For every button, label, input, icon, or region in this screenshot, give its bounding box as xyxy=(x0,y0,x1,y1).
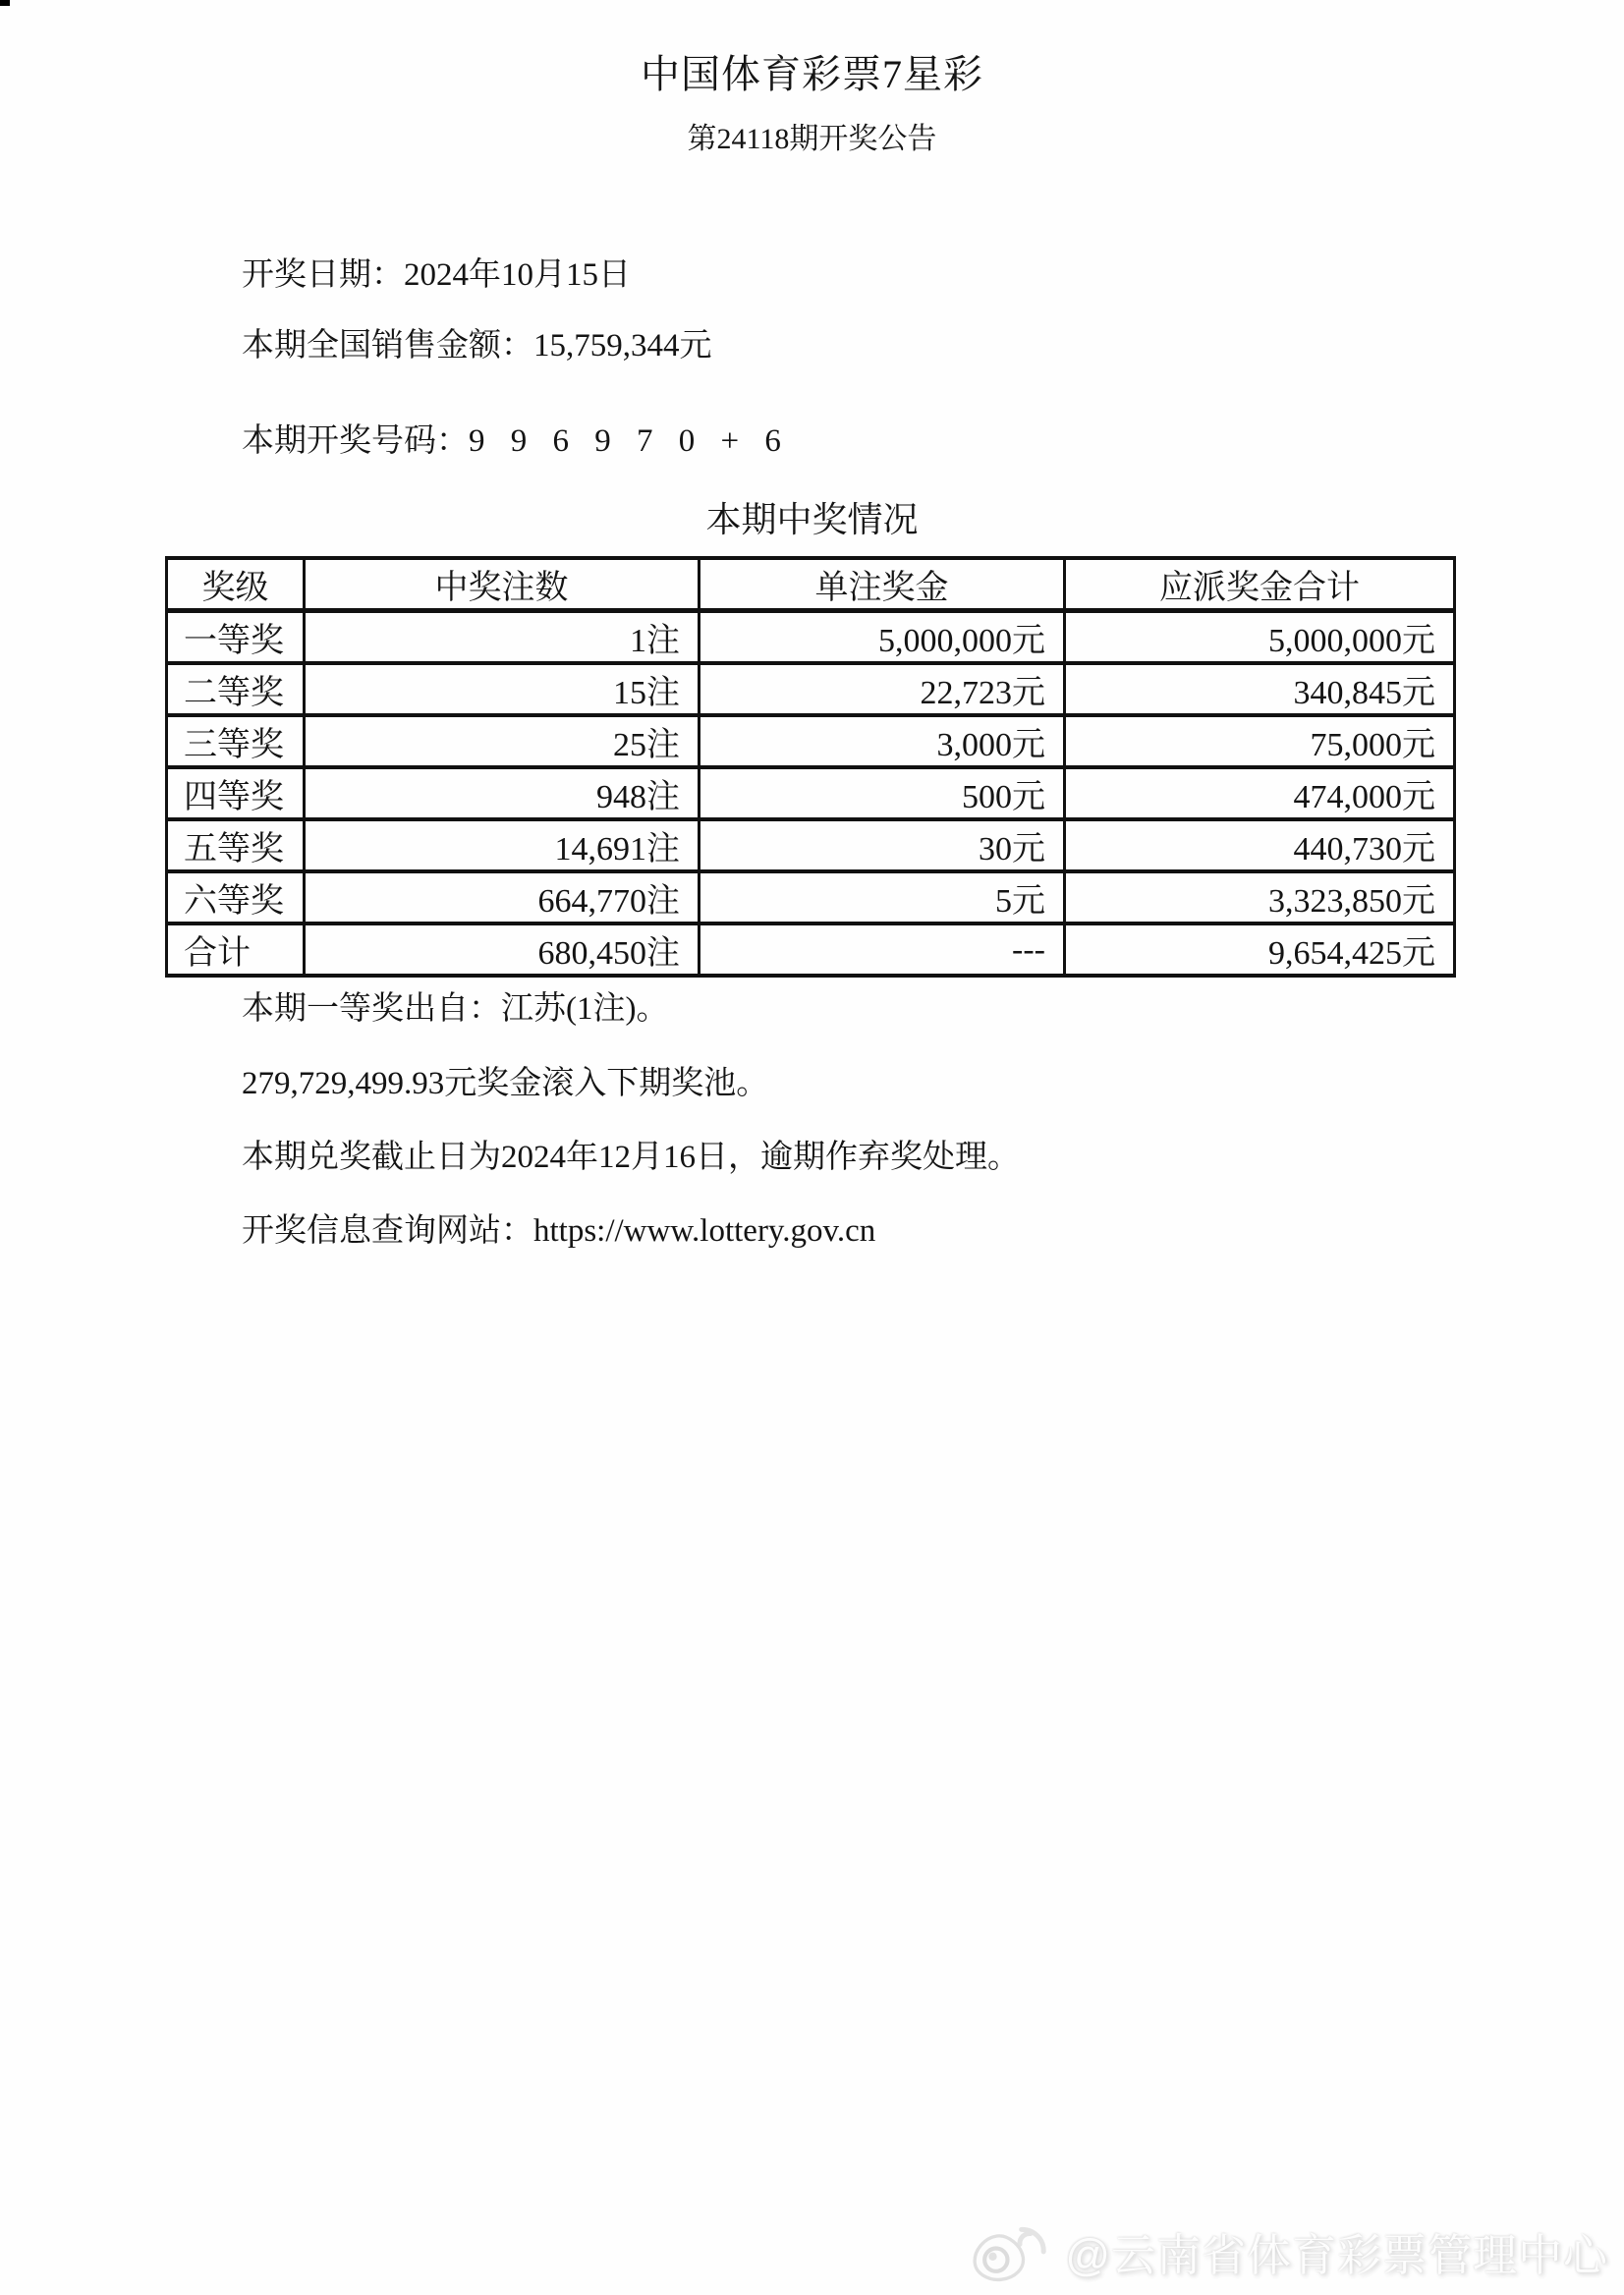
prize-row-fifth xyxy=(167,819,1455,871)
column-header-prize-level: 奖级 xyxy=(167,558,305,611)
winner-count-cell: 1注 xyxy=(305,611,700,664)
prize-row-third xyxy=(167,715,1455,767)
total-prize-cell: 9,654,425元 xyxy=(1065,924,1455,976)
note-official-website: 开奖信息查询网站：https://www.lottery.gov.cn xyxy=(242,1213,876,1249)
total-prize-cell: 3,323,850元 xyxy=(1065,871,1455,924)
prize-level-cell: 三等奖 xyxy=(167,715,305,767)
sales-amount-line: 本期全国销售金额：15,759,344元 xyxy=(242,328,712,364)
winner-count-cell: 948注 xyxy=(305,767,700,819)
prize-level-cell: 四等奖 xyxy=(167,767,305,819)
total-prize-cell: 474,000元 xyxy=(1065,767,1455,819)
prize-table-header-row xyxy=(167,558,1455,611)
prize-level-cell: 六等奖 xyxy=(167,871,305,924)
note-first-prize-region: 本期一等奖出自：江苏(1注)。 xyxy=(242,991,669,1027)
page-subtitle: 第24118期开奖公告 xyxy=(687,123,937,155)
note-redeem-deadline: 本期兑奖截止日为2024年12月16日，逾期作弃奖处理。 xyxy=(242,1140,1020,1175)
total-prize-cell: 440,730元 xyxy=(1065,819,1455,871)
note-jackpot-rollover: 279,729,499.93元奖金滚入下期奖池。 xyxy=(242,1066,769,1101)
page-title: 中国体育彩票7星彩 xyxy=(641,52,983,96)
weibo-watermark xyxy=(969,2216,1608,2285)
single-prize-cell: 3,000元 xyxy=(700,715,1065,767)
watermark-handle: @云南省体育彩票管理中心 xyxy=(1065,2229,1608,2280)
winner-count-cell: 15注 xyxy=(305,663,700,715)
total-prize-cell: 5,000,000元 xyxy=(1065,611,1455,664)
single-prize-cell: --- xyxy=(700,924,1065,976)
single-prize-cell: 22,723元 xyxy=(700,663,1065,715)
prize-table xyxy=(165,556,1456,978)
total-prize-cell: 75,000元 xyxy=(1065,715,1455,767)
winner-count-cell: 680,450注 xyxy=(305,924,700,976)
winning-numbers-line xyxy=(242,415,783,461)
winner-count-cell: 664,770注 xyxy=(305,871,700,924)
prize-level-cell: 二等奖 xyxy=(167,663,305,715)
prize-table-title: 本期中奖情况 xyxy=(705,500,919,539)
column-header-winner-count: 中奖注数 xyxy=(305,558,700,611)
prize-row-sixth xyxy=(167,871,1455,924)
total-prize-cell: 340,845元 xyxy=(1065,663,1455,715)
winner-count-cell: 25注 xyxy=(305,715,700,767)
single-prize-cell: 5,000,000元 xyxy=(700,611,1065,664)
prize-level-cell: 一等奖 xyxy=(167,611,305,664)
prize-level-cell: 合计 xyxy=(167,924,305,976)
single-prize-cell: 500元 xyxy=(700,767,1065,819)
prize-level-cell: 五等奖 xyxy=(167,819,305,871)
single-prize-cell: 5元 xyxy=(700,871,1065,924)
weibo-icon xyxy=(969,2216,1051,2285)
column-header-total-prize: 应派奖金合计 xyxy=(1065,558,1455,611)
winning-numbers-label: 本期开奖号码： xyxy=(242,423,469,459)
prize-row-fourth xyxy=(167,767,1455,819)
scan-artifact-mark xyxy=(0,0,10,6)
winner-count-cell: 14,691注 xyxy=(305,819,700,871)
winning-numbers-value: 9 9 6 9 7 0 + 6 xyxy=(469,423,783,459)
draw-date-line: 开奖日期：2024年10月15日 xyxy=(242,257,631,293)
column-header-single-prize: 单注奖金 xyxy=(700,558,1065,611)
prize-row-first xyxy=(167,611,1455,664)
prize-row-total xyxy=(167,924,1455,976)
prize-row-second xyxy=(167,663,1455,715)
single-prize-cell: 30元 xyxy=(700,819,1065,871)
